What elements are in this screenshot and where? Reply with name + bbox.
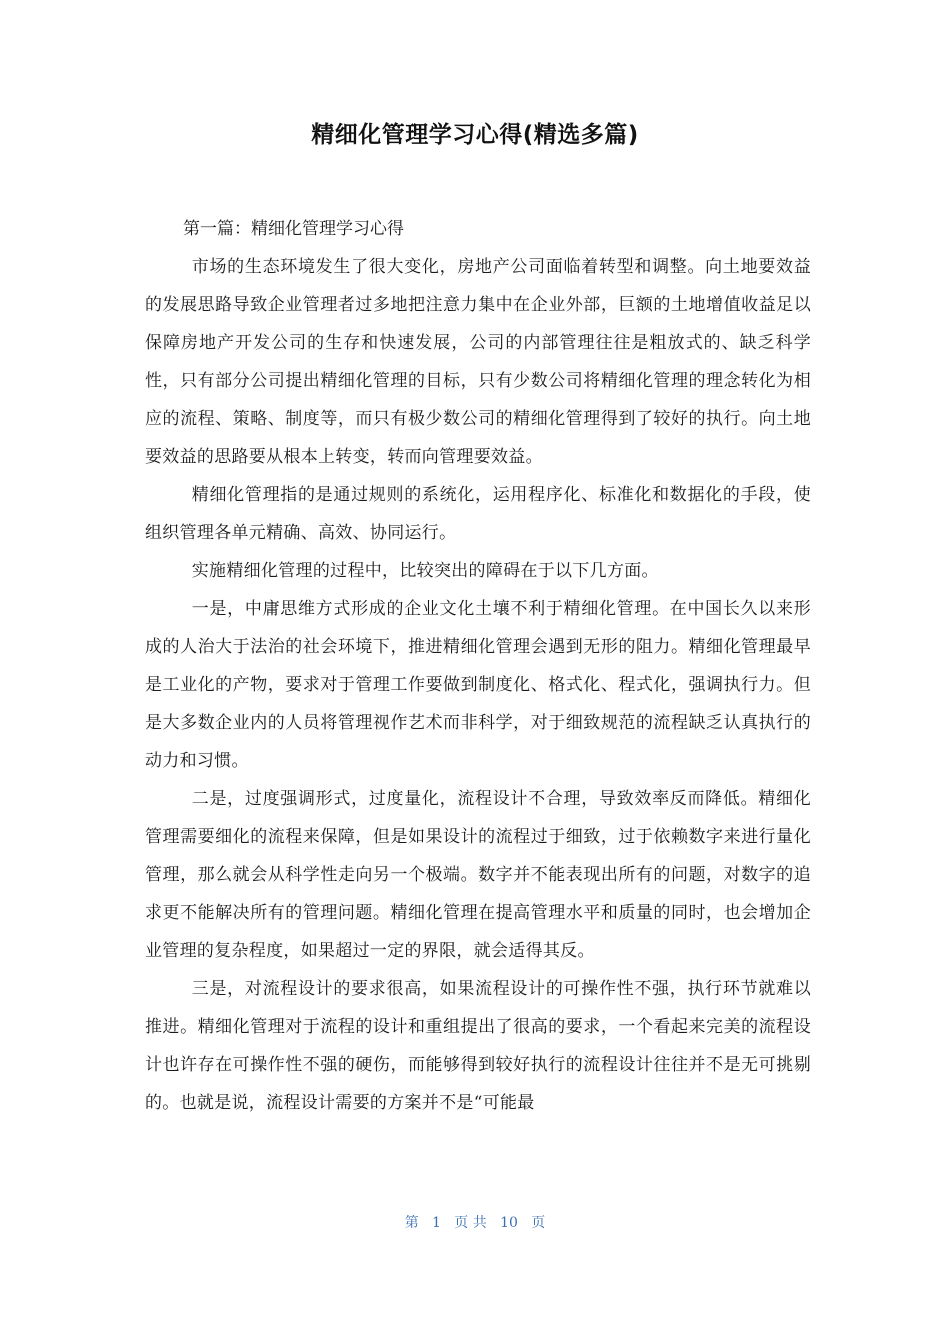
document-title: 精细化管理学习心得(精选多篇) <box>311 122 639 148</box>
paragraph: 二是，过度强调形式，过度量化，流程设计不合理，导致效率反而降低。精细化管理需要细化的流程来保障，但是如果设计的流程过于细致，过于依赖数字来进行量化管理，那么就会从科学性走向另一个极端。数字并不能表现出所有的问题，对数字的追求更不能解决所有的管理问题。精细化管理在提高管理水平和质量的同时，也会增加企业管理的复杂程度，如果超过一定的界限，就会适得其反。 <box>145 789 811 961</box>
page-footer: 第 1 页 共 10 页 <box>404 1215 546 1231</box>
paragraph: 市场的生态环境发生了很大变化，房地产公司面临着转型和调整。向土地要效益的发展思路导致企业管理者过多地把注意力集中在企业外部，巨额的土地增值收益足以保障房地产开发公司的生存和快速发展，公司的内部管理往往是粗放式的、缺乏科学性，只有部分公司提出精细化管理的目标，只有少数公司将精细化管理的理念转化为相应的流程、策略、制度等，而只有极少数公司的精细化管理得到了较好的执行。向土地要效益的思路要从根本上转变，转而向管理要效益。 <box>145 257 811 467</box>
document-body <box>145 210 811 1122</box>
paragraph: 三是，对流程设计的要求很高，如果流程设计的可操作性不强，执行环节就难以推进。精细化管理对于流程的设计和重组提出了很高的要求，一个看起来完美的流程设计也许存在可操作性不强的硬伤，而能够得到较好执行的流程设计往往并不是无可挑剔的。也就是说，流程设计需要的方案并不是“可能最 <box>145 979 811 1113</box>
paragraph: 一是，中庸思维方式形成的企业文化土壤不利于精细化管理。在中国长久以来形成的人治大于法治的社会环境下，推进精细化管理会遇到无形的阻力。精细化管理最早是工业化的产物，要求对于管理工作要做到制度化、格式化、程式化，强调执行力。但是大多数企业内的人员将管理视作艺术而非科学，对于细致规范的流程缺乏认真执行的动力和习惯。 <box>145 599 811 771</box>
section-heading: 第一篇：精细化管理学习心得 <box>183 219 404 239</box>
paragraph: 实施精细化管理的过程中，比较突出的障碍在于以下几方面。 <box>191 561 659 581</box>
paragraph: 精细化管理指的是通过规则的系统化，运用程序化、标准化和数据化的手段，使组织管理各单元精确、高效、协同运行。 <box>145 485 811 543</box>
